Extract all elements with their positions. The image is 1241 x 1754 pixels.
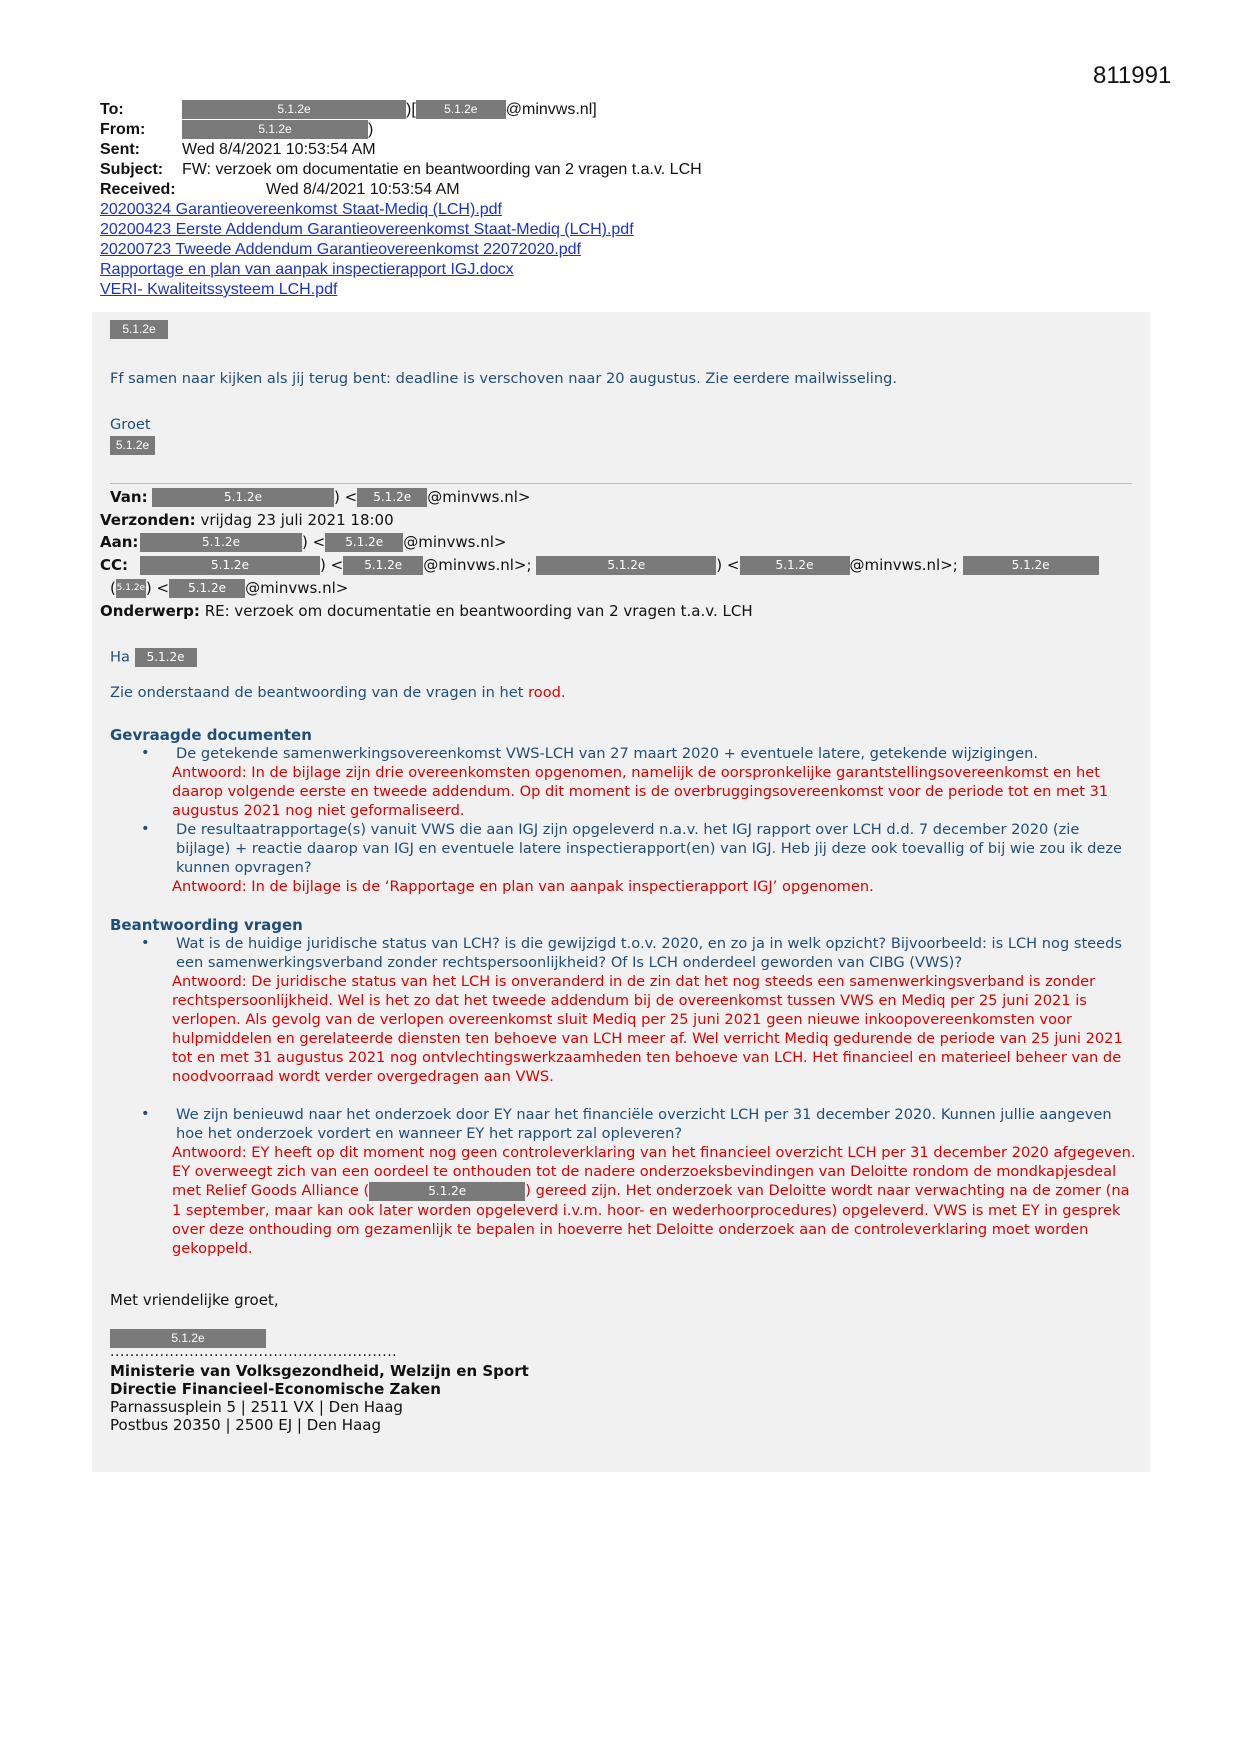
intro-line xyxy=(110,684,566,701)
redaction-box: 5.1.2e xyxy=(740,556,850,575)
section-title-documents: Gevraagde documenten xyxy=(110,726,312,744)
attachment-link[interactable]: 20200324 Garantieovereenkomst Staat-Mediq (LCH).pdf xyxy=(100,201,502,218)
aan-row xyxy=(100,533,506,552)
attachment-link[interactable]: 20200423 Eerste Addendum Garantieovereenkomst Staat-Mediq (LCH).pdf xyxy=(100,221,634,238)
bullet: • xyxy=(141,820,150,837)
redaction-box: 5.1.2e xyxy=(110,320,168,339)
address: Parnassusplein 5 | 2511 VX | Den Haag xyxy=(110,1398,403,1416)
aan-label: Aan: xyxy=(100,533,139,551)
to-label: To: xyxy=(100,101,124,118)
forward-note: Ff samen naar kijken als jij terug bent: deadline is verschoven naar 20 augustus. Zie eerdere mailwisseling. xyxy=(110,370,898,387)
redaction-box: 5.1.2e xyxy=(140,533,302,552)
question-text: De resultaatrapportage(s) vanuit VWS die aan IGJ zijn opgeleverd n.a.v. het IGJ rapport over LCH d.d. 7 december 2020 (zie bijlage) + reactie daarop van IGJ en eventuele latere inspectierapport(en) van IGJ. Heb jij deze ook toevallig of bij wie zou ik deze kunnen opvragen? xyxy=(176,821,1123,876)
from-row xyxy=(100,120,702,140)
postbus: Postbus 20350 | 2500 EJ | Den Haag xyxy=(110,1416,381,1434)
redaction-box: 5.1.2e xyxy=(325,533,403,552)
van-row xyxy=(100,488,530,507)
question-text: We zijn benieuwd naar het onderzoek door EY naar het financiële overzicht LCH per 31 december 2020. Kunnen jullie aangeven hoe het onderzoek vordert en wanneer EY het rapport zal opleveren? xyxy=(176,1106,1112,1142)
document-number: 811991 xyxy=(1093,62,1172,89)
email-header xyxy=(100,100,702,300)
redaction-box: 5.1.2e xyxy=(343,556,423,575)
signature-dots: .......................................................... xyxy=(110,1344,398,1360)
verzonden-label: Verzonden: xyxy=(100,511,196,529)
question-text: Wat is de huidige juridische status van LCH? is die gewijzigd t.o.v. 2020, en zo ja in welk opzicht? Bijvoorbeeld: is LCH nog steeds een samenwerkingsverband zonder rechtspersoonlijkheid? Of Is LCH onderdeel geworden van CIBG (VWS)? xyxy=(176,935,1122,971)
to-row xyxy=(100,100,702,120)
redaction-box: 5.1.2e xyxy=(963,556,1099,575)
answer-text xyxy=(172,1143,1140,1258)
onderwerp-row xyxy=(100,602,753,620)
redaction-box: 5.1.2e xyxy=(536,556,716,575)
cc-row xyxy=(100,556,1099,575)
cc-separator: ) < xyxy=(320,556,344,574)
attachment-link[interactable]: 20200723 Tweede Addendum Garantieovereenkomst 22072020.pdf xyxy=(100,241,581,258)
cc-paren: ( xyxy=(110,579,116,597)
directorate-name: Directie Financieel-Economische Zaken xyxy=(110,1380,441,1398)
verzonden-value: vrijdag 23 juli 2021 18:00 xyxy=(200,511,394,529)
answer-text: Antwoord: De juridische status van het LCH is onveranderd in de zin dat het nog steeds een samenwerkingsverband is zonder rechtspersoonlijkheid. Wel is het zo dat het tweede addendum bij de overeenkomst tussen VWS en Mediq per 25 juni 2021 is verlopen. Als gevolg van de verlopen overeenkomst sluit Mediq per 25 juni 2021 geen nieuwe inkoopovereenkomsten voor hulpmiddelen en gerelateerde diensten ten behoeve van LCH meer af. Wel verricht Mediq gedurende de periode van 25 juni 2021 tot en met 31 augustus 2021 nog ontvlechtingswerkzaamheden ten behoeve van LCH. Het financieel en materieel beheer van de noodvoorraad wordt verder overgedragen aan VWS. xyxy=(172,973,1123,1085)
redaction-box: 5.1.2e xyxy=(116,579,146,598)
forward-greeting: Groet xyxy=(110,416,151,433)
attachment-link[interactable]: VERI- Kwaliteitssysteem LCH.pdf xyxy=(100,281,338,298)
answer-text-part: ) gereed zijn. Het onderzoek van Deloitte wordt naar verwachting na de zomer (na 1 september, maar kan ook later worden opgeleverd i.v.m. hoor- en wederhoorprocedures) opgeleverd. VWS is met EY in gesprek over deze onthouding om gezamenlijk te bepalen in hoeverre het Deloitte onderzoek aan de controleverklaring moet worden gekoppeld. xyxy=(172,1182,1130,1257)
van-separator: ) < xyxy=(334,488,358,506)
redaction-box: 5.1.2e xyxy=(110,1329,266,1348)
subject-row xyxy=(100,160,702,180)
onderwerp-value: RE: verzoek om documentatie en beantwoording van 2 vragen t.a.v. LCH xyxy=(204,602,753,620)
sent-label: Sent: xyxy=(100,141,140,158)
received-value: Wed 8/4/2021 10:53:54 AM xyxy=(266,181,460,198)
section-title-questions: Beantwoording vragen xyxy=(110,916,303,934)
intro-red-word: rood xyxy=(528,684,561,701)
redaction-box: 5.1.2e xyxy=(110,436,155,455)
from-separator: ) xyxy=(368,121,374,138)
subject-value: FW: verzoek om documentatie en beantwoording van 2 vragen t.a.v. LCH xyxy=(182,161,702,178)
intro-text: Zie onderstaand de beantwoording van de vragen in het xyxy=(110,684,529,701)
sent-row xyxy=(100,140,702,160)
received-label: Received: xyxy=(100,181,176,198)
to-separator: )[ xyxy=(406,101,416,118)
verzonden-row xyxy=(100,511,394,529)
sent-value: Wed 8/4/2021 10:53:54 AM xyxy=(182,141,376,158)
cc-email: @minvws.nl> xyxy=(245,579,349,597)
cc-email: @minvws.nl>; xyxy=(849,556,958,574)
answer-text: Antwoord: In de bijlage zijn drie overeenkomsten opgenomen, namelijk de oorspronkelijke garantstellingsovereenkomst en het daarop volgende eerste en tweede addendum. Op dit moment is de overbruggingsovereenkomst voor de periode tot en met 31 augustus 2021 nog niet geformaliseerd. xyxy=(172,764,1109,819)
intro-suffix: . xyxy=(560,684,566,701)
redaction-box: 5.1.2e xyxy=(182,120,368,139)
bullet: • xyxy=(141,1105,150,1122)
van-email: @minvws.nl> xyxy=(427,488,531,506)
greeting xyxy=(110,648,197,667)
redaction-box: 5.1.2e xyxy=(357,488,427,507)
redaction-box: 5.1.2e xyxy=(169,579,245,598)
greeting-text: Ha xyxy=(110,648,130,666)
ministry-name: Ministerie van Volksgezondheid, Welzijn en Sport xyxy=(110,1362,529,1380)
redaction-box: 5.1.2e xyxy=(152,488,334,507)
subject-label: Subject: xyxy=(100,161,164,178)
to-email: @minvws.nl] xyxy=(505,101,597,118)
question-text: De getekende samenwerkingsovereenkomst VWS-LCH van 27 maart 2020 + eventuele latere, getekende wijzigingen. xyxy=(176,745,1039,762)
answer-text: Antwoord: In de bijlage is de ‘Rapportage en plan van aanpak inspectierapport IGJ’ opgenomen. xyxy=(172,878,874,895)
cc-separator: ) < xyxy=(716,556,740,574)
attachment-link[interactable]: Rapportage en plan van aanpak inspectierapport IGJ.docx xyxy=(100,261,514,278)
received-row xyxy=(100,180,702,200)
message-separator xyxy=(110,483,1132,484)
redaction-box: 5.1.2e xyxy=(135,648,197,667)
from-label: From: xyxy=(100,121,146,138)
redaction-box: 5.1.2e xyxy=(369,1182,525,1201)
cc-label: CC: xyxy=(100,556,129,574)
onderwerp-label: Onderwerp: xyxy=(100,602,200,620)
redaction-box: 5.1.2e xyxy=(140,556,320,575)
answer-text-part: Antwoord: EY heeft op dit moment nog geen controleverklaring van het financieel overzicht LCH per 31 december 2020 afgegeven. EY overweegt zich van een oordeel te onthouden tot de nadere onderzoeksbevindingen van Deloitte rondom de mondkapjesdeal met Relief Goods Alliance ( xyxy=(172,1144,1136,1199)
aan-email: @minvws.nl> xyxy=(403,533,507,551)
bullet: • xyxy=(141,744,150,761)
aan-separator: ) < xyxy=(302,533,326,551)
van-label: Van: xyxy=(110,488,148,506)
cc-email: @minvws.nl>; xyxy=(423,556,532,574)
cc-separator: ) < xyxy=(145,579,170,597)
closing: Met vriendelijke groet, xyxy=(110,1291,279,1309)
cc-row-continued xyxy=(110,579,348,598)
redaction-box: 5.1.2e xyxy=(182,100,406,119)
redaction-box: 5.1.2e xyxy=(416,100,506,119)
bullet: • xyxy=(141,934,150,951)
